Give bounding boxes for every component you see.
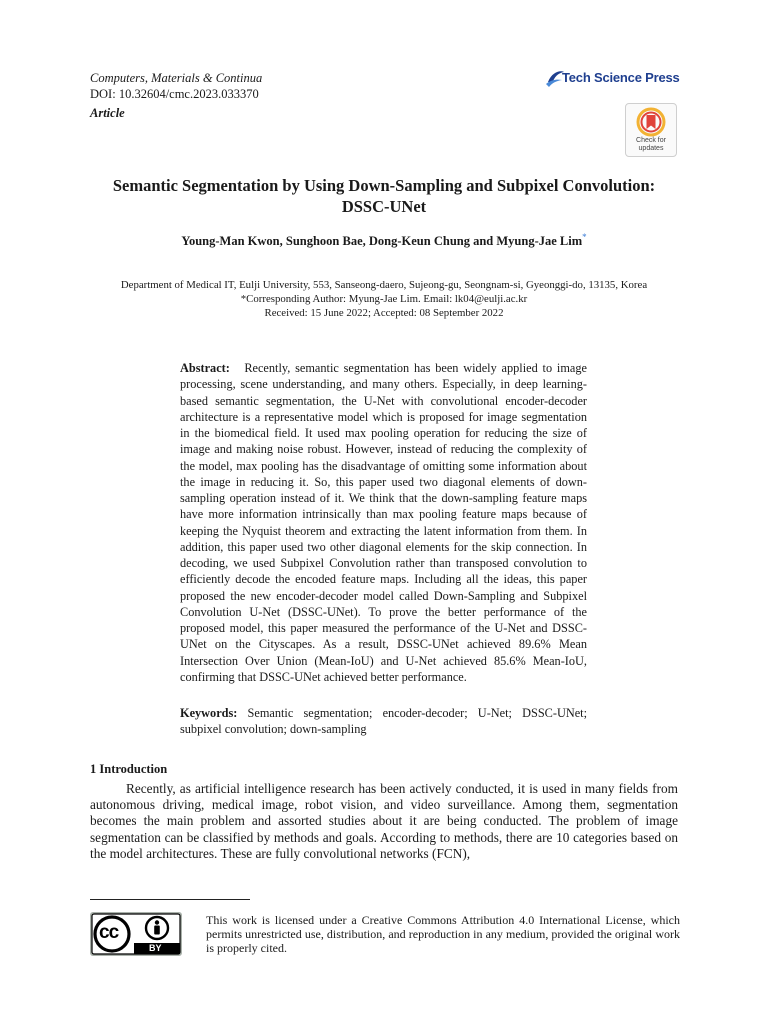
cc-text: cc <box>99 922 119 943</box>
cc-by-license-badge[interactable] <box>90 912 182 956</box>
abstract <box>180 360 587 685</box>
keywords-text: Semantic segmentation; encoder-decoder; U-Net; DSSC-UNet; subpixel convolution; down-sampling <box>180 706 588 736</box>
publisher-name: Tech Science Press <box>562 70 680 85</box>
abstract-text: Recently, semantic segmentation has been widely applied to image processing, scene understanding, and many others. Especially, in deep learning-based semantic segmentation, the U-Net with convolutional encoder-decoder architecture is a representative model which is proposed for image segmentation in the biomedical field. It used max pooling operation for reducing the size of image and making noise robust. However, instead of reducing the complexity of the model, max pooling has the disadvantage of omitting some information about the image in reducing it. So, this paper used two diagonal elements of down-sampling operation instead of it. We think that the down-sampling feature maps have more information intrinsically than max pooling feature maps because of keeping the Nyquist theorem and extracting the latent information from them. In addition, this paper used two other diagonal elements for the skip connection. In decoding, we used Subpixel Convolution rather than transposed convolution to efficiently decode the encoded feature maps. Including all the ideas, this paper proposed the new encoder-decoder model called Down-Sampling and Subpixel Convolution U-Net (DSSC-UNet). To prove the better performance of the proposed model, this paper measured the performance of the U-Net and DSSC-UNet on the Cityscapes. As a result, DSSC-UNet achieved 89.6% Mean Intersection Over Union (Mean-IoU) and U-Net achieved 85.6% Mean-IoU, confirming that DSSC-UNet achieved better performance. <box>180 361 587 684</box>
author-names: Young-Man Kwon, Sunghoon Bae, Dong-Keun Chung and Myung-Jae Lim <box>181 234 583 249</box>
author-list <box>84 232 684 249</box>
affiliation-block <box>60 278 708 320</box>
paper-title <box>84 175 684 217</box>
corresponding-author-mark[interactable]: * <box>582 232 587 242</box>
license-statement: This work is licensed under a Creative Commons Attribution 4.0 International License, which permits unrestricted use, distribution, and reproduction in any medium, provided the original work is properly cited. <box>206 913 680 955</box>
title-line-1: Semantic Segmentation by Using Down-Sampling and Subpixel Convolution: <box>112 176 656 195</box>
journal-name: Computers, Materials & Continua <box>90 71 263 85</box>
bookmark-ribbon-icon <box>636 107 666 137</box>
title-line-2: DSSC-UNet <box>341 197 427 216</box>
badge-label: Check for updates <box>636 137 666 152</box>
check-for-updates-badge[interactable] <box>625 103 677 157</box>
abstract-label: Abstract: <box>180 361 230 375</box>
keywords-label: Keywords: <box>180 706 238 720</box>
article-type: Article <box>90 106 125 120</box>
section-heading-introduction: 1 Introduction <box>90 762 168 776</box>
keywords <box>180 705 587 737</box>
doi[interactable]: DOI: 10.32604/cmc.2023.033370 <box>90 87 259 101</box>
affiliation: Department of Medical IT, Eulji University, 553, Sanseong-daero, Sujeong-gu, Seongnam-si, Gyeonggi-do, 13135, Korea <box>120 279 648 291</box>
publisher-logo[interactable] <box>546 68 680 90</box>
by-text: BY <box>149 943 162 953</box>
corresponding-author: *Corresponding Author: Myung-Jae Lim. Email: lk04@eulji.ac.kr <box>240 293 528 305</box>
introduction-paragraph: Recently, as artificial intelligence research has been actively conducted, it is used in many fields from autonomous driving, medical image, robot vision, and video surveillance. Among them, segmentation becomes the main problem and assorted studies about it are being conducted. The problem of image segmentation can be classified by methods and goals. According to methods, there are 10 categories based on the model architectures. These are fully convolutional networks (FCN), <box>90 781 678 861</box>
received-accepted-dates: Received: 15 June 2022; Accepted: 08 September 2022 <box>264 307 504 319</box>
footer-divider <box>90 899 250 900</box>
